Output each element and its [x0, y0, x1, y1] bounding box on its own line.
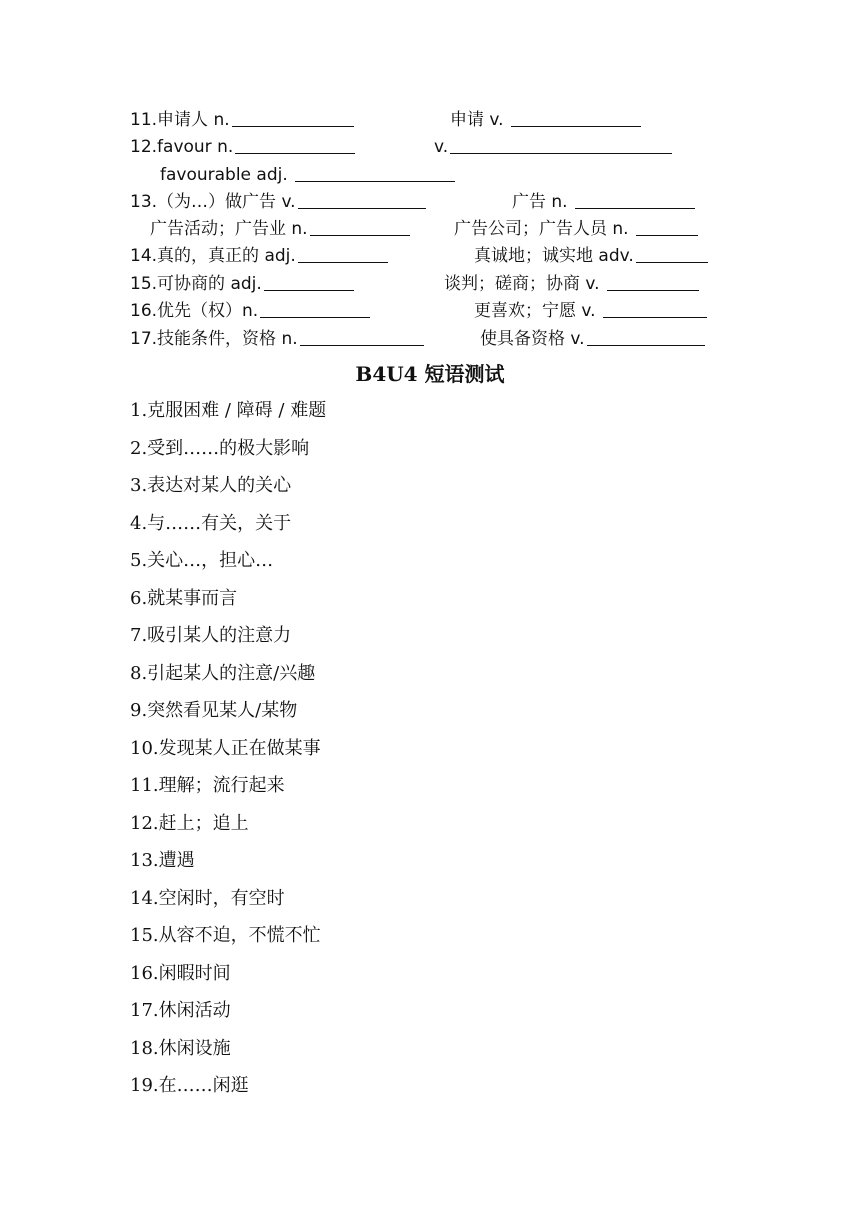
vocab-line-16 — [130, 295, 750, 323]
answer-blank[interactable] — [310, 215, 410, 236]
phrase-item: 15.从容不迫，不慌不忙 — [130, 925, 321, 946]
phrase-item: 11.理解；流行起来 — [130, 775, 285, 796]
answer-blank[interactable] — [235, 133, 355, 154]
answer-blank[interactable] — [511, 106, 641, 127]
answer-blank[interactable] — [450, 133, 672, 154]
vocab-prompt: 12.favour n. — [130, 137, 234, 157]
phrase-item: 7.吸引某人的注意力 — [130, 625, 292, 646]
answer-blank[interactable] — [575, 188, 695, 209]
phrase-item: 2.受到……的极大影响 — [130, 438, 310, 459]
vocab-prompt: 更喜欢；宁愿 v. — [474, 301, 596, 321]
vocab-prompt: 谈判；磋商；协商 v. — [444, 274, 600, 294]
phrase-item: 9.突然看见某人/某物 — [130, 700, 298, 721]
section-title: B4U4 短语测试 — [355, 362, 505, 386]
answer-blank[interactable] — [298, 188, 426, 209]
vocab-prompt: 使具备资格 v. — [480, 329, 585, 349]
vocab-prompt: 16.优先（权）n. — [130, 301, 259, 321]
phrase-item: 13.遭遇 — [130, 850, 195, 871]
phrase-item: 19.在……闲逛 — [130, 1075, 249, 1096]
vocab-line-12b — [130, 159, 750, 187]
vocab-prompt: 申请 v. — [450, 110, 504, 130]
answer-blank[interactable] — [603, 297, 707, 318]
phrase-item: 1.克服困难 / 障碍 / 难题 — [130, 400, 327, 421]
vocab-prompt: favourable adj. — [160, 165, 288, 185]
vocab-prompt: 15.可协商的 adj. — [130, 274, 262, 294]
phrase-item: 16.闲暇时间 — [130, 963, 231, 984]
phrase-item: 14.空闲时，有空时 — [130, 888, 285, 909]
phrase-item: 8.引起某人的注意/兴趣 — [130, 663, 316, 684]
vocab-line-13 — [130, 186, 750, 214]
vocab-prompt: 17.技能条件，资格 n. — [130, 329, 298, 349]
vocab-line-12 — [130, 131, 750, 159]
phrase-item: 18.休闲设施 — [130, 1038, 231, 1059]
vocab-line-15 — [130, 268, 750, 296]
vocab-line-14 — [130, 240, 750, 268]
answer-blank[interactable] — [298, 242, 388, 263]
answer-blank[interactable] — [636, 215, 698, 236]
phrase-item: 10.发现某人正在做某事 — [130, 738, 321, 759]
answer-blank[interactable] — [587, 325, 705, 346]
phrase-item: 5.关心…，担心… — [130, 550, 274, 571]
answer-blank[interactable] — [264, 270, 354, 291]
vocab-prompt: 广告 n. — [512, 192, 568, 212]
vocab-prompt: v. — [434, 137, 449, 157]
vocab-line-17 — [130, 323, 750, 351]
vocab-prompt: 真诚地；诚实地 adv. — [474, 246, 634, 266]
answer-blank[interactable] — [636, 242, 708, 263]
vocab-prompt: 13.（为…）做广告 v. — [130, 192, 296, 212]
vocab-prompt: 14.真的，真正的 adj. — [130, 246, 296, 266]
answer-blank[interactable] — [295, 161, 455, 182]
vocab-line-11 — [130, 104, 750, 132]
vocab-prompt: 广告公司；广告人员 n. — [454, 219, 629, 239]
vocab-prompt: 11.申请人 n. — [130, 110, 230, 130]
answer-blank[interactable] — [607, 270, 699, 291]
answer-blank[interactable] — [260, 297, 370, 318]
phrase-item: 12.赶上；追上 — [130, 813, 249, 834]
phrase-item: 3.表达对某人的关心 — [130, 475, 292, 496]
answer-blank[interactable] — [232, 106, 354, 127]
answer-blank[interactable] — [300, 325, 424, 346]
vocab-line-13b — [130, 213, 750, 241]
phrase-item: 17.休闲活动 — [130, 1000, 231, 1021]
vocab-prompt: 广告活动；广告业 n. — [150, 219, 308, 239]
phrase-item: 4.与……有关，关于 — [130, 513, 292, 534]
phrase-item: 6.就某事而言 — [130, 588, 238, 609]
